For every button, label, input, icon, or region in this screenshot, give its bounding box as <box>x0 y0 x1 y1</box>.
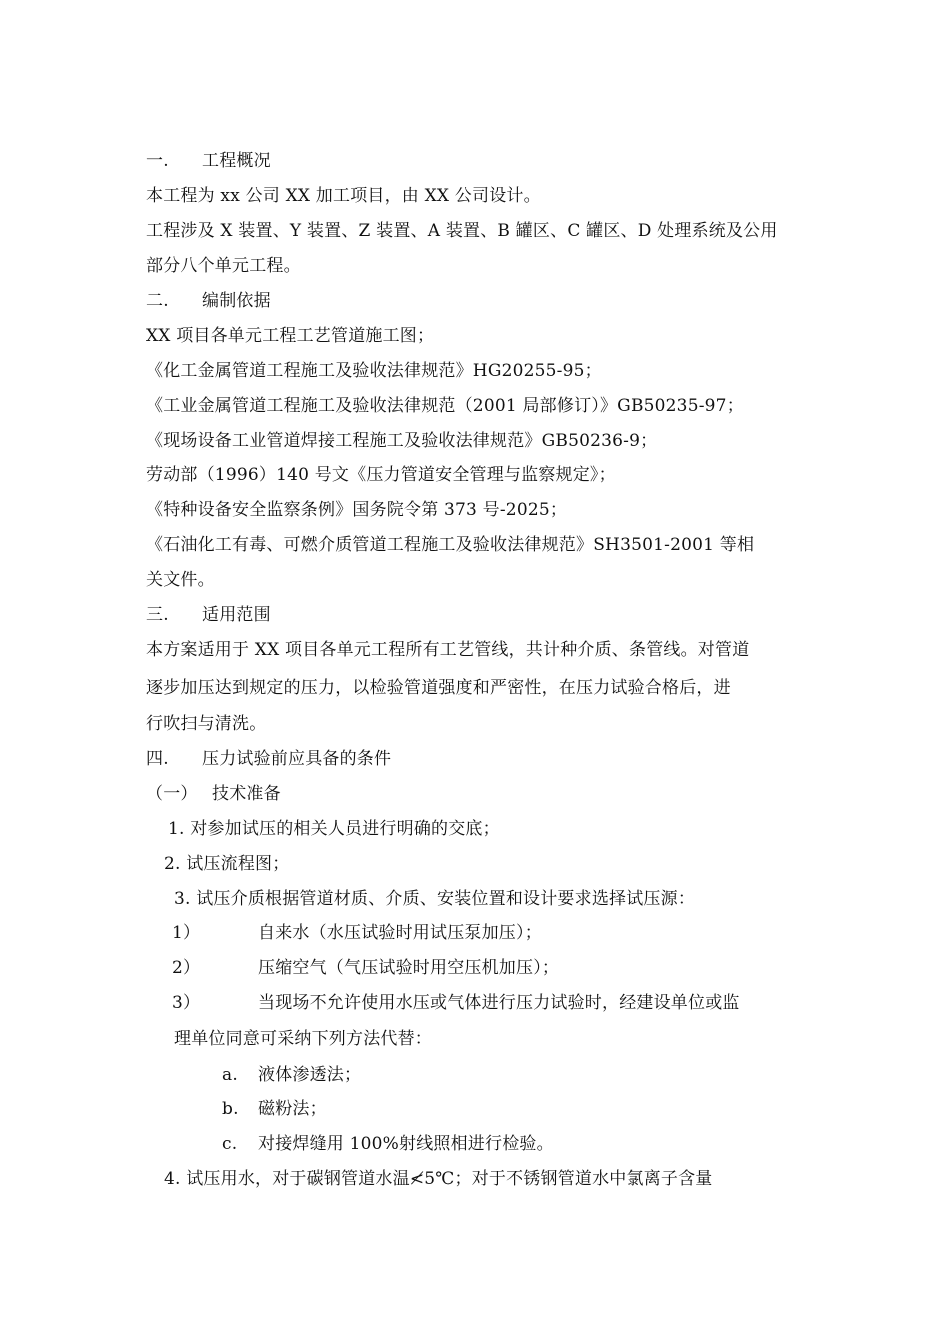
section-number: 二. <box>146 291 169 311</box>
basis-item: 劳动部（1996）140 号文《压力管道安全管理与监察规定》； <box>146 465 616 485</box>
condition-item-2: 2. 试压流程图； <box>164 854 290 874</box>
method-letter: a. <box>222 1065 238 1085</box>
section-number: 三. <box>146 605 169 625</box>
alternative-method-a <box>222 1064 361 1086</box>
method-letter: b. <box>222 1099 239 1119</box>
basis-item: 《现场设备工业管道焊接工程施工及验收法律规范》GB50236-9； <box>146 431 658 451</box>
medium-option-1 <box>172 922 542 944</box>
basis-item: 《特种设备安全监察条例》国务院令第 373 号-2025； <box>146 500 568 520</box>
option-text: 当现场不允许使用水压或气体进行压力试验时，经建设单位或监 <box>258 993 740 1013</box>
condition-item-3: 3. 试压介质根据管道材质、介质、安装位置和设计要求选择试压源： <box>174 889 696 909</box>
basis-item: XX 项目各单元工程工艺管道施工图； <box>146 326 435 346</box>
medium-option-3 <box>172 992 740 1014</box>
option-text: 自来水（水压试验时用试压泵加压）； <box>258 923 542 943</box>
basis-item: 《石油化工有毒、可燃介质管道工程施工及验收法律规范》SH3501-2001 等相 <box>146 535 755 555</box>
section-heading-conditions <box>146 748 391 770</box>
option-text: 压缩空气（气压试验时用空压机加压）； <box>258 958 560 978</box>
method-text: 对接焊缝用 100%射线照相进行检验。 <box>258 1134 554 1154</box>
method-letter: c. <box>222 1134 238 1154</box>
section-title: 编制依据 <box>202 291 271 311</box>
basis-item: 《化工金属管道工程施工及验收法律规范》HG20255-95； <box>146 361 602 381</box>
method-text: 液体渗透法； <box>258 1065 362 1085</box>
alternative-method-b <box>222 1098 327 1120</box>
subsection-title: 技术准备 <box>212 784 281 804</box>
section-title: 工程概况 <box>202 151 271 171</box>
subsection-number: （一） <box>146 784 198 804</box>
overview-paragraph-1: 本工程为 xx 公司 XX 加工项目，由 XX 公司设计。 <box>146 186 541 206</box>
section-title: 压力试验前应具备的条件 <box>202 749 392 769</box>
section-heading-scope <box>146 604 271 626</box>
basis-item: 关文件。 <box>146 570 215 590</box>
section-number: 一. <box>146 151 169 171</box>
alternative-method-c <box>222 1133 554 1155</box>
option-number: 3） <box>172 993 201 1013</box>
overview-paragraph-2-line-1: 工程涉及 X 装置、Y 装置、Z 装置、A 装置、B 罐区、C 罐区、D 处理系统及公用 <box>146 221 778 241</box>
option-number: 1） <box>172 923 201 943</box>
scope-line-2: 逐步加压达到规定的压力，以检验管道强度和严密性，在压力试验合格后，进 <box>146 678 731 698</box>
condition-item-4: 4. 试压用水，对于碳钢管道水温≮5℃；对于不锈钢管道水中氯离子含量 <box>164 1169 713 1189</box>
basis-item: 《工业金属管道工程施工及验收法律规范（2001 局部修订）》GB50235-97； <box>146 396 744 416</box>
condition-item-1: 1. 对参加试压的相关人员进行明确的交底； <box>168 819 500 839</box>
subsection-heading-tech-prep <box>146 783 281 805</box>
medium-option-3-continued: 理单位同意可采纳下列方法代替： <box>174 1029 432 1049</box>
section-heading-basis <box>146 290 271 312</box>
section-title: 适用范围 <box>202 605 271 625</box>
overview-paragraph-2-line-2: 部分八个单元工程。 <box>146 256 301 276</box>
section-heading-overview <box>146 150 271 172</box>
section-number: 四. <box>146 749 169 769</box>
method-text: 磁粉法； <box>258 1099 327 1119</box>
scope-line-3: 行吹扫与清洗。 <box>146 714 267 734</box>
medium-option-2 <box>172 957 559 979</box>
scope-line-1: 本方案适用于 XX 项目各单元工程所有工艺管线，共计种介质、条管线。对管道 <box>146 640 750 660</box>
option-number: 2） <box>172 958 201 978</box>
